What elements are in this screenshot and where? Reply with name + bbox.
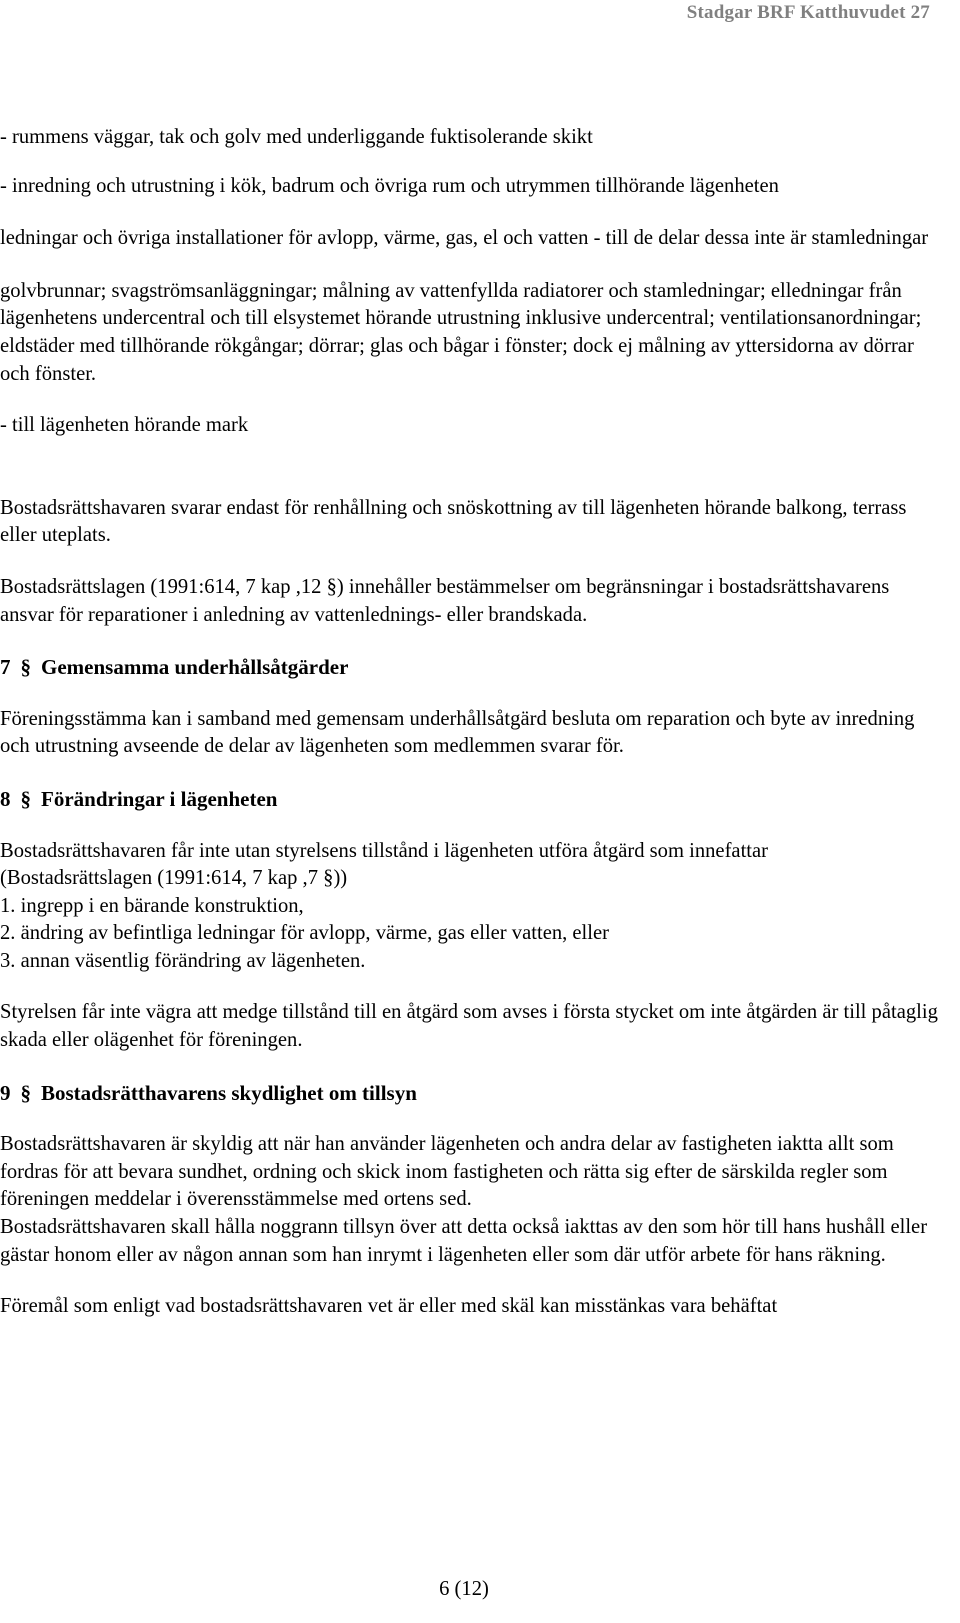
section-heading-8	[0, 786, 940, 814]
section-8-body: Styrelsen får inte vägra att medge tillstånd till en åtgärd som avses i första stycket om inte åtgärden är till påtaglig skada eller olägenhet för föreningen.	[0, 1001, 938, 1052]
running-header: Stadgar BRF Katthuvudet 27	[686, 2, 930, 23]
paragraph-cleaning: Bostadsrättshavaren svarar endast för renhållning och snöskottning av till lägenheten hörande balkong, terrass eller uteplats.	[0, 496, 907, 547]
section-heading-7	[0, 654, 940, 682]
section-9-body-2: Bostadsrättshavaren skall hålla noggrann tillsyn över att detta också iakttas av den som hör till hans hushåll eller gästar honom eller av någon annan som han inrymt i lägenheten eller som där utför arbete för hans räkning.	[0, 1216, 928, 1266]
list-item-walls: - rummens väggar, tak och golv med underliggande fuktisolerande skikt	[0, 126, 593, 148]
list-item: 1. ingrepp i en bärande konstruktion,	[0, 894, 304, 917]
paragraph-sign: §	[20, 1080, 31, 1105]
section-title: Förändringar i lägenheten	[41, 786, 278, 811]
section-8-law-reference: (Bostadsrättslagen (1991:614, 7 kap ,7 §))	[0, 867, 348, 890]
document-body	[0, 124, 940, 1321]
list-item-ground: - till lägenheten hörande mark	[0, 414, 249, 437]
section-8-intro: Bostadsrättshavaren får inte utan styrelsens tillstånd i lägenheten utföra åtgärd som innefattar	[0, 839, 769, 862]
section-number: 7	[0, 655, 11, 680]
section-9-body-1: Bostadsrättshavaren är skyldig att när han använder lägenheten och andra delar av fastigheten iaktta allt som fordras för att bevara sundhet, ordning och skick inom fastigheten och rätta sig efter de särskilda regler som föreningen meddelar i överensstämmelse med ortens sed.	[0, 1133, 894, 1211]
section-9-body-3: Föremål som enligt vad bostadsrättshavaren vet är eller med skäl kan misstänkas vara behäftat	[0, 1295, 778, 1318]
paragraph-law-reference: Bostadsrättslagen (1991:614, 7 kap ,12 §) innehåller bestämmelser om begränsningar i bostadsrättshavarens ansvar för reparationer i anledning av vattenlednings- eller brandskada.	[0, 575, 890, 626]
list-item-pipes: ledningar och övriga installationer för avlopp, värme, gas, el och vatten - till de delar dessa inte är stamledningar	[0, 227, 929, 250]
page-number: 6 (12)	[439, 1578, 489, 1600]
list-item: 2. ändring av befintliga ledningar för avlopp, värme, gas eller vatten, eller	[0, 922, 610, 945]
section-heading-9	[0, 1080, 940, 1108]
section-7-body: Föreningsstämma kan i samband med gemensam underhållsåtgärd besluta om reparation och byte av inredning och utrustning avseende de delar av lägenheten som medlemmen svarar för.	[0, 707, 915, 758]
section-number: 9	[0, 1080, 11, 1105]
section-title: Gemensamma underhållsåtgärder	[41, 655, 349, 680]
list-item-drains: golvbrunnar; svagströmsanläggningar; målning av vattenfyllda radiatorer och stamledningar; elledningar från lägenhetens undercentral och till elsystemet hörande utrustning inklusive undercentral; ventilationsanordningar; eldstäder med tillhörande rökgångar; dörrar; glas och bågar i fönster; dock ej målning av yttersidorna av dörrar och fönster.	[0, 279, 922, 385]
paragraph-sign: §	[20, 655, 31, 680]
list-item: 3. annan väsentlig förändring av lägenheten.	[0, 949, 366, 972]
paragraph-sign: §	[20, 786, 31, 811]
section-title: Bostadsrätthavarens skydlighet om tillsyn	[41, 1080, 417, 1105]
list-item-fittings: - inredning och utrustning i kök, badrum och övriga rum och utrymmen tillhörande lägenheten	[0, 174, 779, 197]
section-number: 8	[0, 786, 11, 811]
